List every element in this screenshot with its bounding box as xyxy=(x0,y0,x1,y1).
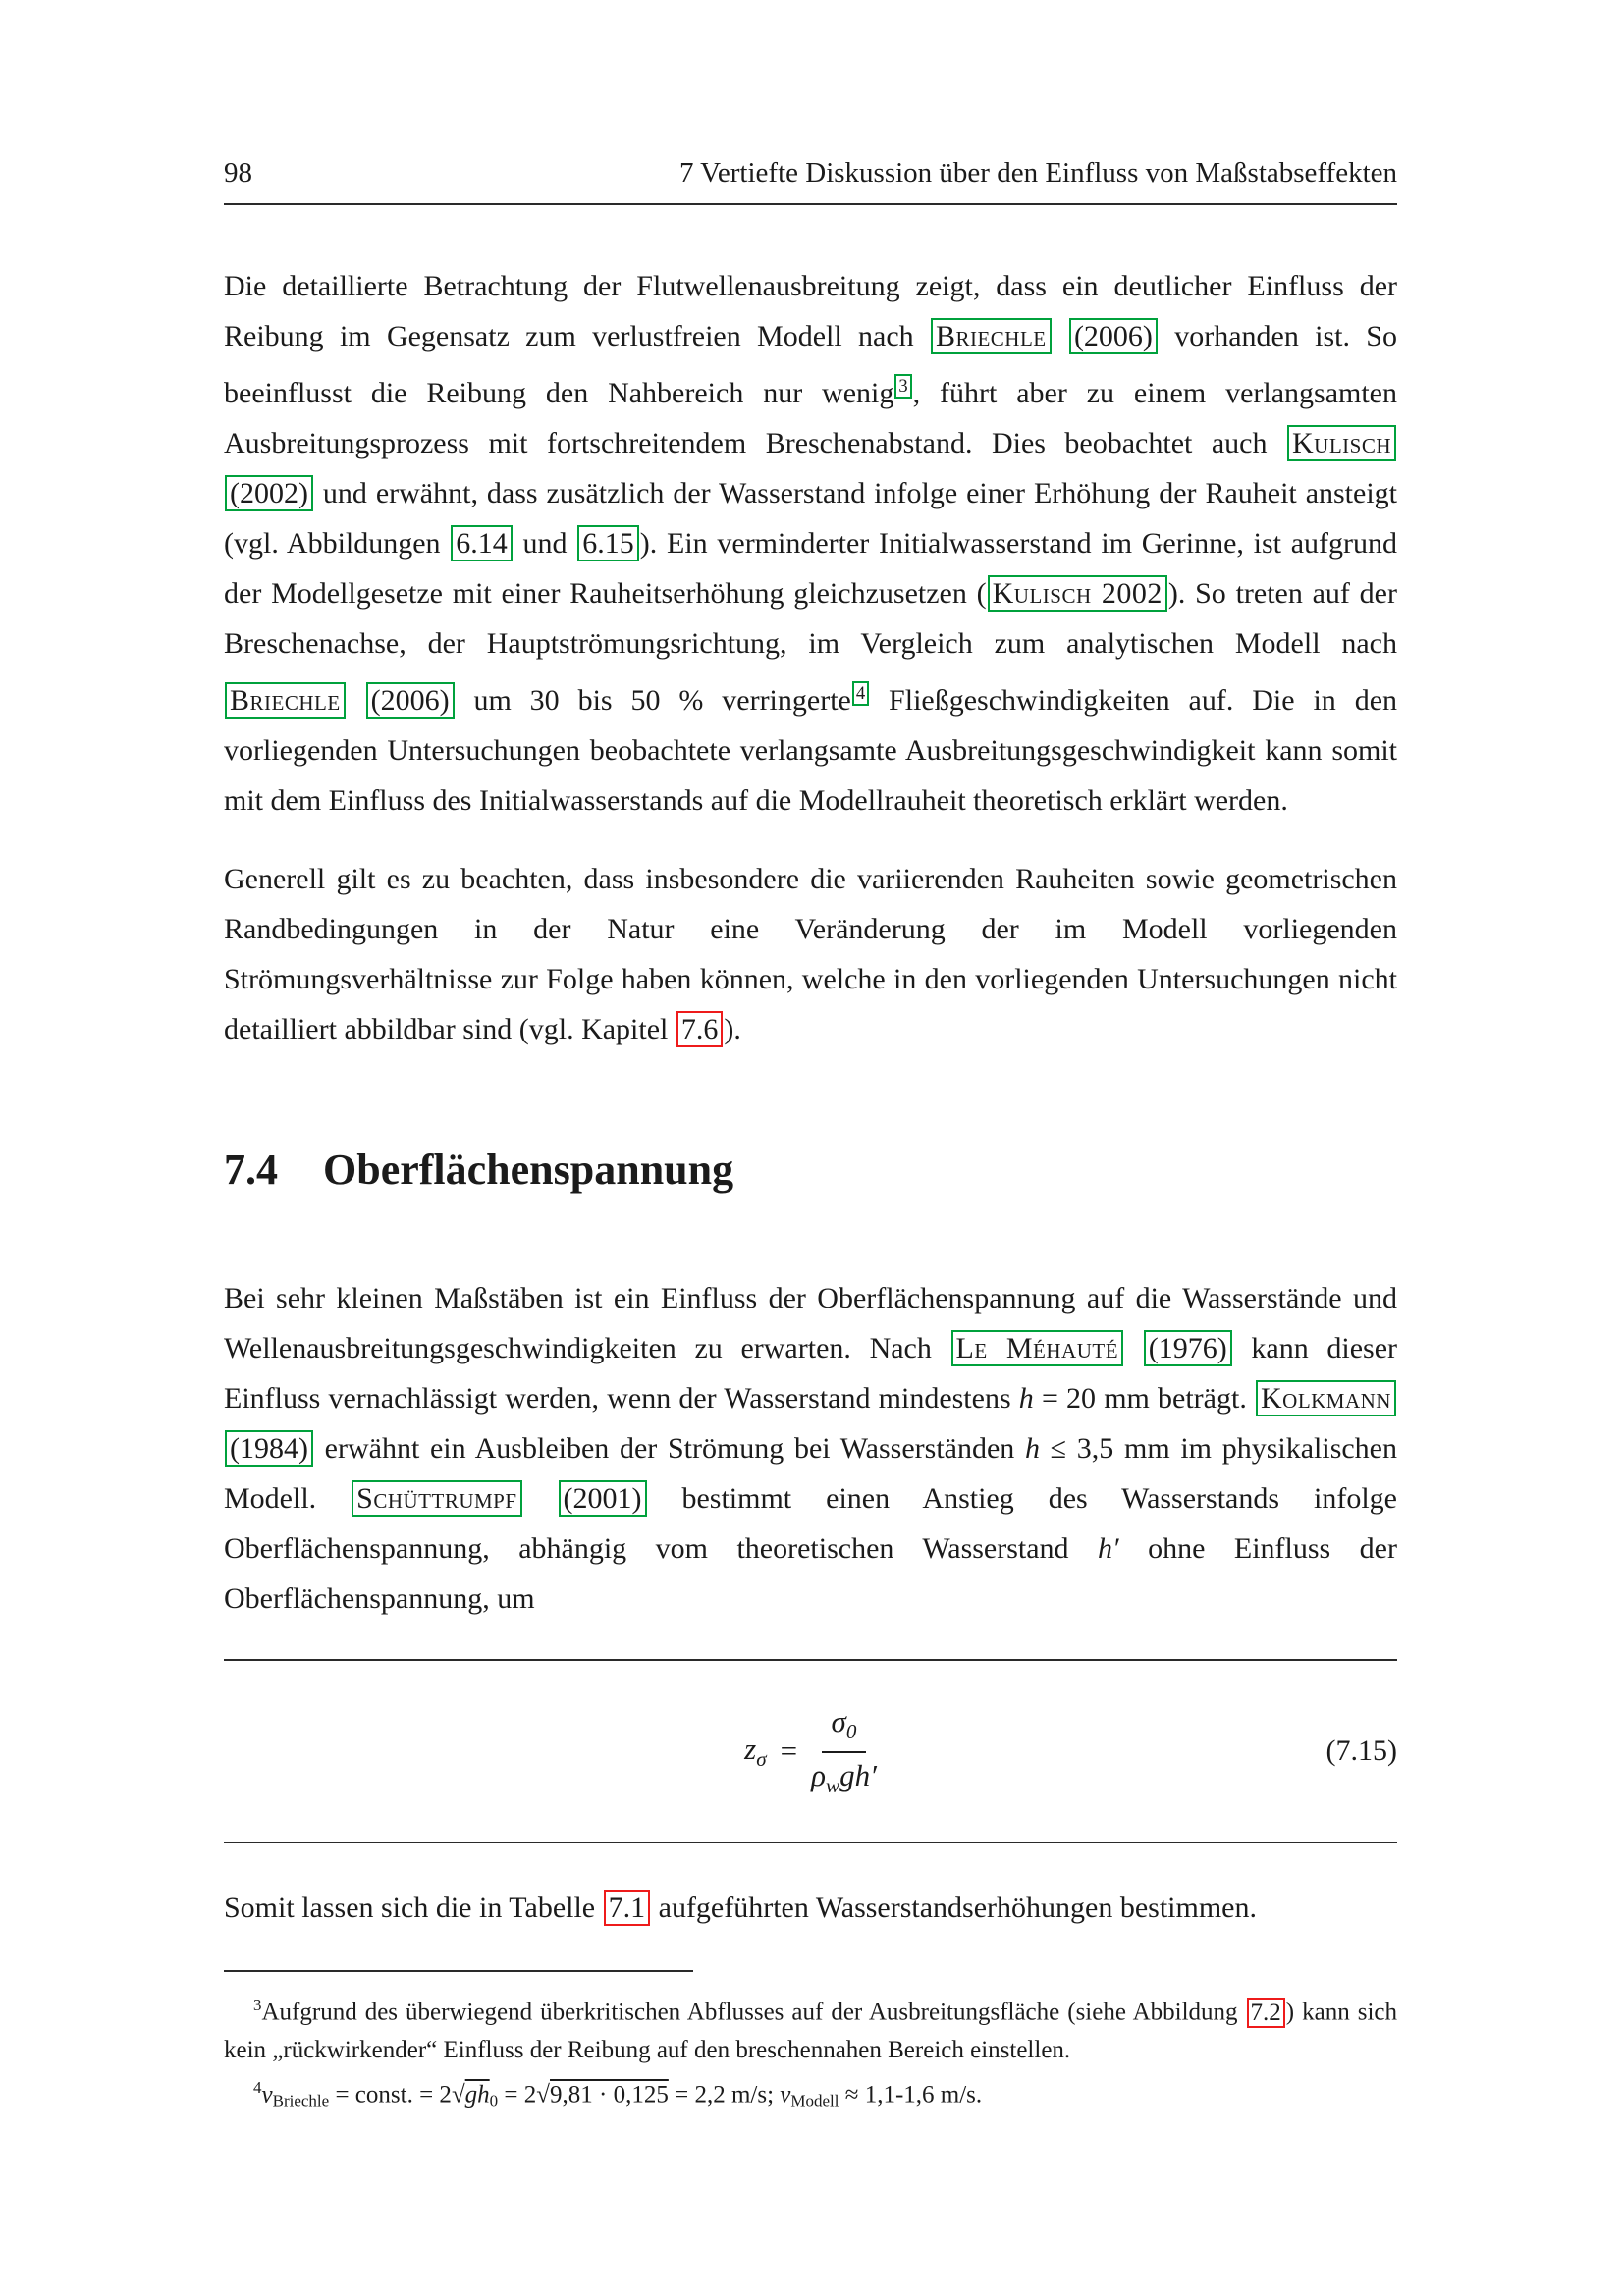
citation-year-link[interactable]: (1984) xyxy=(225,1430,313,1467)
equation-7-15 xyxy=(744,1704,877,1798)
text-run: = const. = 2 xyxy=(329,2081,452,2109)
internal-ref-link[interactable]: 7.6 xyxy=(676,1011,724,1047)
text-run: und erwähnt, dass zusätzlich der Wasserstand infolge einer Erhöhung der Rauheit ansteigt (vgl. Abbildungen xyxy=(224,477,1397,561)
page-header xyxy=(224,155,1397,205)
text-run: um 30 bis 50 % verringerte xyxy=(455,684,851,718)
text-run: = 20 mm beträgt. xyxy=(1033,1382,1255,1415)
body-paragraph-table-ref xyxy=(224,1883,1397,1933)
math-subscript-zero: 0 xyxy=(845,1720,857,1744)
math-var-gh-prime: gh′ xyxy=(839,1758,877,1793)
text-run: , führt aber zu einem verlangsamten Ausbreitungsprozess mit fortschreitendem Breschenabstand. Dies beobachtet auch xyxy=(224,377,1397,460)
sqrt-radicand: 9,81 · 0,125 xyxy=(550,2081,669,2109)
fraction-numerator xyxy=(822,1704,867,1753)
text-run: ≈ 1,1-1,6 m/s. xyxy=(839,2081,983,2109)
text-run: ). xyxy=(724,1013,741,1046)
text-run: bestimmt einen Anstieg des Wasserstands infolge Oberflächenspannung, abhängig vom theoretischen Wasserstand xyxy=(224,1482,1397,1566)
superscript: 3 xyxy=(253,1996,262,2015)
footnote-marker-link[interactable]: 4 xyxy=(852,681,869,706)
text-run: ). So treten auf der Breschenachse, der Hauptströmungsrichtung, im Vergleich zum analytischen Modell nach xyxy=(224,577,1397,661)
text-run: ohne Einfluss der Oberflächenspannung, um xyxy=(224,1532,1397,1616)
fraction-denominator xyxy=(811,1753,877,1798)
text-run xyxy=(523,1482,558,1515)
math-var: v xyxy=(780,2081,791,2109)
math-var: v xyxy=(261,2081,273,2109)
citation-link[interactable]: Schüttrumpf xyxy=(352,1480,521,1517)
text-run: Bei sehr kleinen Maßstäben ist ein Einfluss der Oberflächenspannung auf die Wasserstände und Wellenausbreitungsgeschwindigkeiten zu erwarten. Nach xyxy=(224,1282,1397,1365)
text-run: Somit lassen sich die in Tabelle xyxy=(224,1892,603,1925)
math-var-z: z xyxy=(744,1731,757,1766)
citation-link[interactable]: Kolkmann xyxy=(1256,1380,1396,1416)
citation-year-link[interactable]: (2006) xyxy=(1069,318,1158,354)
math-var-sigma: σ xyxy=(831,1704,846,1739)
math-var-rho: ρ xyxy=(811,1758,826,1793)
section-number: 7.4 xyxy=(224,1146,278,1195)
fraction xyxy=(811,1704,877,1798)
math-var: h xyxy=(1024,1432,1040,1466)
text-run: Die detaillierte Betrachtung der Flutwellenausbreitung zeigt, dass ein deutlicher Einfluss der Reibung im Gegensatz zum verlustfreien Modell nach xyxy=(224,270,1397,353)
text-run: kann dieser Einfluss vernachlässigt werden, wenn der Wasserstand mindestens xyxy=(224,1332,1398,1415)
citation-year-link[interactable]: 6.15 xyxy=(577,525,639,561)
text-run: aufgeführten Wasserstandserhöhungen bestimmen. xyxy=(651,1892,1257,1925)
subscript: Briechle xyxy=(272,2091,330,2110)
citation-year-link[interactable]: (1976) xyxy=(1144,1330,1232,1366)
text-run: erwähnt ein Ausbleiben der Strömung bei Wasserständen xyxy=(313,1432,1025,1466)
math-var: h′ xyxy=(1098,1532,1119,1566)
subscript: 0 xyxy=(489,2091,499,2110)
text-run: Generell gilt es zu beachten, dass insbesondere die variierenden Rauheiten sowie geometrischen Randbedingungen in der Natur eine Veränderung der im Modell vorliegenden Strömungsverhältnisse zur Folge haben können, welche in den vorliegenden Untersuchungen nicht detailliert abbildbar sind (vgl. Kapitel xyxy=(224,863,1397,1046)
citation-year-link[interactable]: (2006) xyxy=(366,682,455,719)
citation-link[interactable]: Le Méhauté xyxy=(951,1330,1123,1366)
text-run: √ xyxy=(536,2081,551,2109)
text-run: = 2 xyxy=(498,2081,537,2109)
math-var: h xyxy=(1018,1382,1034,1415)
citation-link[interactable]: Kulisch 2002 xyxy=(988,575,1167,612)
text-run: Aufgrund des überwiegend überkritischen Abflusses auf der Ausbreitungsfläche (siehe Abbildung xyxy=(261,1999,1246,2026)
section-title: Oberflächenspannung xyxy=(323,1146,734,1195)
footnote-separator-rule xyxy=(224,1970,693,1972)
text-run: ). Ein verminderter Initialwasserstand im Gerinne, ist aufgrund der Modellgesetze mit einer Rauheitserhöhung gleichzusetzen ( xyxy=(224,527,1397,611)
footnote-3 xyxy=(224,1987,1397,2068)
text-run xyxy=(347,684,365,717)
text-run: vorhanden ist. So beeinflusst die Reibung den Nahbereich nur wenig xyxy=(224,320,1397,410)
text-run: und xyxy=(513,527,577,561)
section-heading xyxy=(224,1145,1397,1197)
superscript: 4 xyxy=(253,2077,262,2097)
text-run: ≤ 3,5 mm im physikalischen Modell. xyxy=(224,1432,1397,1516)
citation-year-link[interactable]: (2001) xyxy=(559,1480,647,1517)
math-subscript-sigma: σ xyxy=(756,1746,767,1771)
equation-number: (7.15) xyxy=(1325,1735,1397,1768)
footnotes-area xyxy=(224,1970,1397,2119)
subscript: Modell xyxy=(790,2091,839,2110)
internal-ref-link[interactable]: 7.1 xyxy=(604,1890,651,1926)
equation-lhs xyxy=(744,1732,766,1772)
citation-year-link[interactable]: (2002) xyxy=(225,475,313,511)
text-run: = 2,2 m/s; xyxy=(668,2081,781,2109)
body-paragraph-friction xyxy=(224,261,1397,826)
math-subscript-w: w xyxy=(826,1774,840,1798)
citation-link[interactable]: Briechle xyxy=(225,682,346,719)
text-run: Fließgeschwindigkeiten auf. Die in den vorliegenden Untersuchungen beobachtete verlangsamte Ausbreitungsgeschwindigkeit kann somit mit dem Einfluss des Initialwasserstands auf die Modellrauheit theoretisch erklärt werden. xyxy=(224,684,1398,818)
body-paragraph-surface-tension xyxy=(224,1273,1397,1624)
equation-row xyxy=(224,1661,1397,1842)
text-run xyxy=(1124,1332,1143,1364)
footnote-marker-link[interactable]: 3 xyxy=(894,374,911,399)
body-paragraph-general-note xyxy=(224,854,1397,1054)
text-run xyxy=(1053,320,1068,352)
text-run: √ xyxy=(451,2081,465,2109)
running-header-title: 7 Vertiefte Diskussion über den Einfluss von Maßstabseffekten xyxy=(678,157,1397,188)
equals-sign: = xyxy=(780,1734,798,1769)
equation-block xyxy=(224,1659,1397,1843)
citation-link[interactable]: Briechle xyxy=(931,318,1052,354)
equation-bottom-rule xyxy=(224,1842,1397,1843)
citation-link[interactable]: Kulisch xyxy=(1287,425,1396,461)
footnote-4 xyxy=(224,2069,1397,2120)
internal-ref-link[interactable]: 7.2 xyxy=(1247,1998,1285,2028)
page-number: 98 xyxy=(224,157,252,188)
citation-year-link[interactable]: 6.14 xyxy=(451,525,513,561)
sqrt-radicand: gh xyxy=(464,2081,490,2109)
text-run: ) kann sich kein „rückwirkender“ Einfluss der Reibung auf den breschennahen Bereich einstellen. xyxy=(224,1999,1397,2063)
